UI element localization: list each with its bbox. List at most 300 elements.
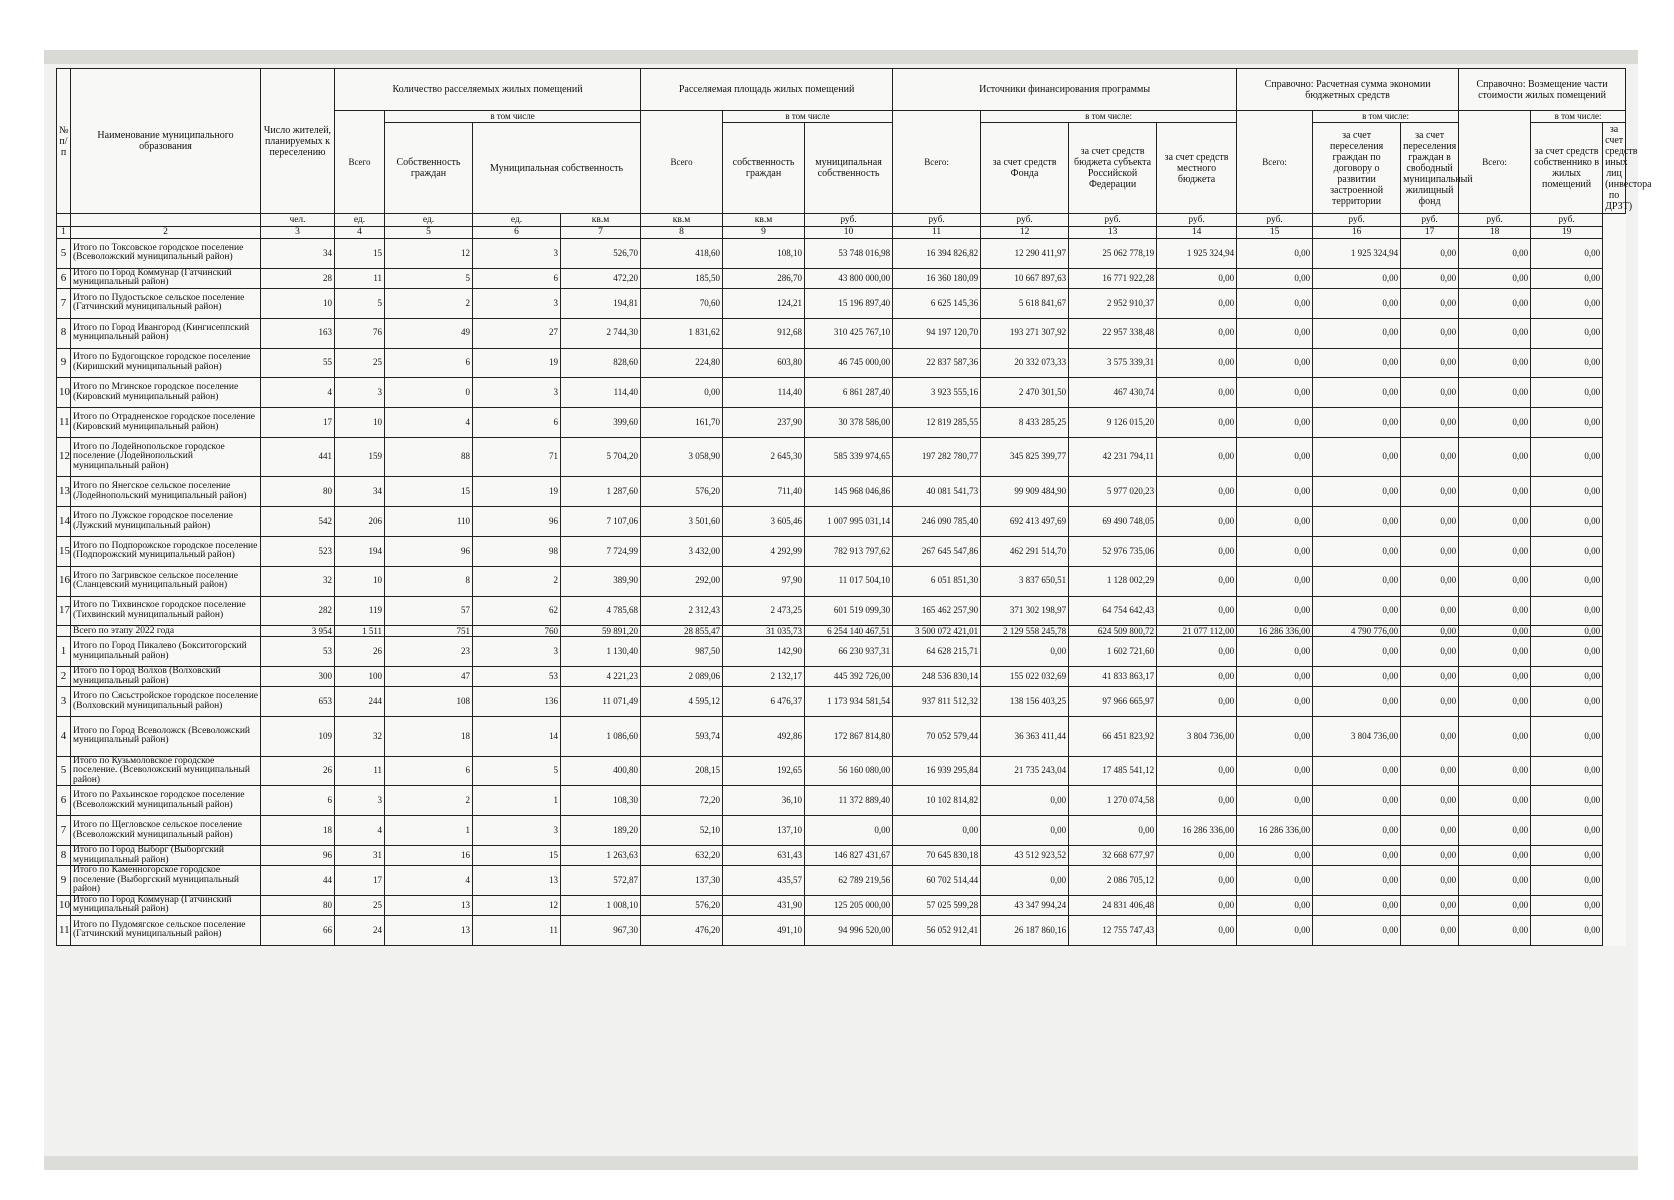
value-cell: 0,00 — [1459, 268, 1531, 288]
value-cell: 1 287,60 — [561, 477, 641, 507]
value-cell: 15 — [385, 477, 473, 507]
value-cell: 4 785,68 — [561, 596, 641, 626]
value-cell: 0,00 — [893, 816, 981, 846]
value-cell: 585 339 974,65 — [805, 437, 893, 476]
value-cell: 0,00 — [981, 637, 1069, 667]
value-cell: 206 — [335, 507, 385, 537]
value-cell: 937 811 512,32 — [893, 687, 981, 717]
value-cell: 145 968 046,86 — [805, 477, 893, 507]
value-cell: 0,00 — [1401, 239, 1459, 269]
value-cell: 124,21 — [723, 288, 805, 318]
value-cell: 108 — [385, 687, 473, 717]
unit-cell: руб. — [1313, 214, 1401, 227]
value-cell: 0,00 — [1313, 437, 1401, 476]
value-cell: 0,00 — [1157, 637, 1237, 667]
value-cell: 57 025 599,28 — [893, 895, 981, 915]
value-cell: 782 913 797,62 — [805, 536, 893, 566]
value-cell: 0,00 — [1313, 895, 1401, 915]
table-row — [57, 845, 1626, 865]
value-cell: 0,00 — [1313, 916, 1401, 946]
unit-cell: кв.м — [561, 214, 641, 227]
value-cell: 10 — [335, 566, 385, 596]
column-number: 9 — [723, 227, 805, 239]
value-cell: 0,00 — [1401, 717, 1459, 756]
value-cell: 1 925 324,94 — [1157, 239, 1237, 269]
value-cell: 23 — [385, 637, 473, 667]
municipality-name: Итого по Пудостьское сельское поселение (Гатчинский муниципальный район) — [71, 288, 261, 318]
header-count-total: Всего — [335, 111, 385, 214]
municipality-name: Итого по Город Коммунар (Гатчинский муниципальный район) — [71, 268, 261, 288]
header-local: за счет средств местного бюджета — [1157, 123, 1237, 214]
value-cell: 72,20 — [641, 786, 723, 816]
value-cell: 0,00 — [1531, 756, 1603, 786]
header-residents: Число жителей, планируемых к переселению — [261, 69, 335, 214]
value-cell: 0,00 — [1401, 566, 1459, 596]
unit-cell: чел. — [261, 214, 335, 227]
value-cell: 15 — [473, 845, 561, 865]
unit-cell: кв.м — [723, 214, 805, 227]
value-cell: 0,00 — [1401, 477, 1459, 507]
unit-cell: кв.м — [641, 214, 723, 227]
table-row — [57, 507, 1626, 537]
value-cell: 66 — [261, 916, 335, 946]
value-cell: 0,00 — [1237, 596, 1313, 626]
header-area-total: Всего — [641, 111, 723, 214]
value-cell: 0,00 — [1459, 437, 1531, 476]
value-cell: 16 286 336,00 — [1157, 816, 1237, 846]
value-cell: 0,00 — [1237, 637, 1313, 667]
header-group-savings: Справочно: Расчетная сумма экономии бюджетных средств — [1237, 69, 1459, 111]
value-cell: 4 — [335, 816, 385, 846]
value-cell: 12 — [473, 895, 561, 915]
value-cell: 24 — [335, 916, 385, 946]
value-cell: 5 704,20 — [561, 437, 641, 476]
value-cell: 0,00 — [1313, 667, 1401, 687]
value-cell: 1 130,40 — [561, 637, 641, 667]
value-cell: 0,00 — [1459, 507, 1531, 537]
value-cell: 0,00 — [1459, 717, 1531, 756]
header-area-municipal: муниципальная собственность — [805, 123, 893, 214]
value-cell: 0,00 — [1401, 318, 1459, 348]
value-cell: 32 — [261, 566, 335, 596]
value-cell: 0,00 — [1459, 845, 1531, 865]
value-cell: 0,00 — [1401, 916, 1459, 946]
value-cell: 0,00 — [1237, 318, 1313, 348]
value-cell: 0,00 — [1237, 288, 1313, 318]
row-number: 13 — [57, 477, 71, 507]
value-cell: 11 017 504,10 — [805, 566, 893, 596]
table-row — [57, 348, 1626, 378]
value-cell: 208,15 — [641, 756, 723, 786]
value-cell: 0,00 — [981, 786, 1069, 816]
value-cell: 1 173 934 581,54 — [805, 687, 893, 717]
value-cell: 0,00 — [1237, 756, 1313, 786]
row-number: 15 — [57, 536, 71, 566]
header-name: Наименование муниципального образования — [71, 69, 261, 214]
header-group-finance: Источники финансирования программы — [893, 69, 1237, 111]
column-number: 12 — [981, 227, 1069, 239]
header-resettle-free: за счет переселения граждан в свободный муниципальный жилищный фонд — [1401, 123, 1459, 214]
value-cell: 0,00 — [1237, 845, 1313, 865]
column-number: 4 — [335, 227, 385, 239]
value-cell: 0,00 — [1157, 866, 1237, 896]
value-cell: 99 909 484,90 — [981, 477, 1069, 507]
value-cell: 6 — [385, 756, 473, 786]
value-cell: 760 — [473, 626, 561, 637]
value-cell: 0,00 — [1313, 637, 1401, 667]
value-cell: 0,00 — [1531, 916, 1603, 946]
value-cell: 2 — [385, 288, 473, 318]
row-number: 7 — [57, 816, 71, 846]
value-cell: 8 — [385, 566, 473, 596]
value-cell: 0,00 — [1459, 816, 1531, 846]
value-cell: 0,00 — [981, 816, 1069, 846]
value-cell: 3 575 339,31 — [1069, 348, 1157, 378]
value-cell: 601 519 099,30 — [805, 596, 893, 626]
value-cell: 0,00 — [1237, 378, 1313, 408]
value-cell: 55 — [261, 348, 335, 378]
value-cell: 0,00 — [1157, 895, 1237, 915]
value-cell: 172 867 814,80 — [805, 717, 893, 756]
value-cell: 4 — [385, 408, 473, 438]
value-cell: 0,00 — [1401, 288, 1459, 318]
value-cell: 41 833 863,17 — [1069, 667, 1157, 687]
unit-cell: руб. — [1237, 214, 1313, 227]
value-cell: 0,00 — [1401, 268, 1459, 288]
value-cell: 0,00 — [1157, 268, 1237, 288]
value-cell: 155 022 032,69 — [981, 667, 1069, 687]
row-number: 5 — [57, 756, 71, 786]
value-cell: 16 286 336,00 — [1237, 626, 1313, 637]
value-cell: 2 — [385, 786, 473, 816]
value-cell: 11 — [335, 756, 385, 786]
value-cell: 26 — [335, 637, 385, 667]
unit-cell: руб. — [981, 214, 1069, 227]
table-row — [57, 437, 1626, 476]
value-cell: 0,00 — [1531, 288, 1603, 318]
value-cell: 47 — [385, 667, 473, 687]
value-cell: 0,00 — [1401, 687, 1459, 717]
table-row — [57, 637, 1626, 667]
value-cell: 49 — [385, 318, 473, 348]
value-cell: 0,00 — [1313, 288, 1401, 318]
column-number: 6 — [473, 227, 561, 239]
value-cell: 6 254 140 467,51 — [805, 626, 893, 637]
value-cell: 3 804 736,00 — [1157, 717, 1237, 756]
municipality-name: Итого по Лодейнопольское городское поселение (Лодейнопольский муниципальный район) — [71, 437, 261, 476]
municipality-name: Итого по Город Волхов (Волховский муниципальный район) — [71, 667, 261, 687]
municipality-name: Итого по Каменногорское городское поселение (Выборгский муниципальный район) — [71, 866, 261, 896]
value-cell: 603,80 — [723, 348, 805, 378]
unit-cell: руб. — [1401, 214, 1459, 227]
value-cell: 467 430,74 — [1069, 378, 1157, 408]
value-cell: 0,00 — [1157, 667, 1237, 687]
value-cell: 12 290 411,97 — [981, 239, 1069, 269]
value-cell: 6 — [473, 268, 561, 288]
column-number: 1 — [57, 227, 71, 239]
value-cell: 56 160 080,00 — [805, 756, 893, 786]
value-cell: 0,00 — [1313, 318, 1401, 348]
value-cell: 11 — [473, 916, 561, 946]
value-cell: 194,81 — [561, 288, 641, 318]
units-row — [57, 214, 1626, 227]
value-cell: 19 — [473, 477, 561, 507]
municipality-name: Итого по Город Выборг (Выборгский муниципальный район) — [71, 845, 261, 865]
value-cell: 0,00 — [1459, 626, 1531, 637]
value-cell: 3 501,60 — [641, 507, 723, 537]
value-cell: 0,00 — [641, 378, 723, 408]
value-cell: 136 — [473, 687, 561, 717]
value-cell: 18 — [261, 816, 335, 846]
table-row — [57, 268, 1626, 288]
value-cell: 0,00 — [1401, 816, 1459, 846]
value-cell: 0,00 — [1459, 378, 1531, 408]
value-cell: 34 — [335, 477, 385, 507]
column-number: 11 — [893, 227, 981, 239]
value-cell: 0,00 — [1237, 507, 1313, 537]
value-cell: 0,00 — [1157, 408, 1237, 438]
value-cell: 0,00 — [1531, 895, 1603, 915]
value-cell: 912,68 — [723, 318, 805, 348]
value-cell: 0,00 — [1531, 507, 1603, 537]
value-cell: 31 035,73 — [723, 626, 805, 637]
unit-cell: ед. — [473, 214, 561, 227]
value-cell: 0,00 — [1531, 318, 1603, 348]
value-cell: 0,00 — [1157, 288, 1237, 318]
header-area-own: собственность граждан — [723, 123, 805, 214]
header-group-refund: Справочно: Возмещение части стоимости жилых помещений — [1459, 69, 1626, 111]
row-number: 6 — [57, 268, 71, 288]
value-cell: 3 954 — [261, 626, 335, 637]
value-cell: 0,00 — [1459, 637, 1531, 667]
value-cell: 110 — [385, 507, 473, 537]
value-cell: 0,00 — [981, 866, 1069, 896]
value-cell: 22 837 587,36 — [893, 348, 981, 378]
header-refund-total: Всего: — [1459, 111, 1531, 214]
municipality-name: Итого по Загривское сельское поселение (Сланцевский муниципальный район) — [71, 566, 261, 596]
value-cell: 6 051 851,30 — [893, 566, 981, 596]
value-cell: 94 996 520,00 — [805, 916, 893, 946]
row-number: 14 — [57, 507, 71, 537]
value-cell: 0,00 — [1401, 348, 1459, 378]
municipality-name: Итого по Янегское сельское поселение (Лодейнопольский муниципальный район) — [71, 477, 261, 507]
scanned-page — [44, 50, 1652, 1170]
value-cell: 20 332 073,33 — [981, 348, 1069, 378]
municipality-name: Всего по этапу 2022 года — [71, 626, 261, 637]
value-cell: 34 — [261, 239, 335, 269]
header-other-funds: за счет средств иных лиц (инвестора по ДРЗТ) — [1603, 123, 1626, 214]
value-cell: 244 — [335, 687, 385, 717]
value-cell: 40 081 541,73 — [893, 477, 981, 507]
value-cell: 193 271 307,92 — [981, 318, 1069, 348]
municipality-name: Итого по Подпорожское городское поселение (Подпорожский муниципальный район) — [71, 536, 261, 566]
value-cell: 24 831 406,48 — [1069, 895, 1157, 915]
value-cell: 109 — [261, 717, 335, 756]
value-cell: 987,50 — [641, 637, 723, 667]
value-cell: 0,00 — [1313, 786, 1401, 816]
value-cell: 16 — [385, 845, 473, 865]
value-cell: 2 952 910,37 — [1069, 288, 1157, 318]
value-cell: 36,10 — [723, 786, 805, 816]
value-cell: 4 — [385, 866, 473, 896]
value-cell: 5 — [385, 268, 473, 288]
value-cell: 3 — [473, 239, 561, 269]
value-cell: 6 861 287,40 — [805, 378, 893, 408]
value-cell: 0,00 — [1237, 268, 1313, 288]
value-cell: 692 413 497,69 — [981, 507, 1069, 537]
row-number: 11 — [57, 916, 71, 946]
value-cell: 0,00 — [1313, 536, 1401, 566]
value-cell: 137,30 — [641, 866, 723, 896]
column-number: 7 — [561, 227, 641, 239]
value-cell: 0,00 — [1157, 378, 1237, 408]
value-cell: 0,00 — [1157, 507, 1237, 537]
value-cell: 0,00 — [1401, 895, 1459, 915]
table-row — [57, 378, 1626, 408]
value-cell: 0,00 — [1531, 637, 1603, 667]
municipality-name: Итого по Кузьмоловское городское поселение. (Всеволожский муниципальный район) — [71, 756, 261, 786]
value-cell: 0,00 — [1157, 916, 1237, 946]
value-cell: 0,00 — [1459, 536, 1531, 566]
value-cell: 593,74 — [641, 717, 723, 756]
value-cell: 2 132,17 — [723, 667, 805, 687]
row-number: 8 — [57, 318, 71, 348]
value-cell: 7 107,06 — [561, 507, 641, 537]
value-cell: 0,00 — [1313, 378, 1401, 408]
value-cell: 0 — [385, 378, 473, 408]
value-cell: 523 — [261, 536, 335, 566]
row-number: 3 — [57, 687, 71, 717]
value-cell: 0,00 — [1401, 596, 1459, 626]
value-cell: 0,00 — [1401, 756, 1459, 786]
value-cell: 0,00 — [1459, 288, 1531, 318]
value-cell: 5 618 841,67 — [981, 288, 1069, 318]
table-row — [57, 318, 1626, 348]
value-cell: 43 800 000,00 — [805, 268, 893, 288]
value-cell: 0,00 — [1313, 596, 1401, 626]
row-number: 1 — [57, 637, 71, 667]
value-cell: 16 286 336,00 — [1237, 816, 1313, 846]
value-cell: 71 — [473, 437, 561, 476]
value-cell: 0,00 — [1313, 408, 1401, 438]
row-number: 17 — [57, 596, 71, 626]
value-cell: 751 — [385, 626, 473, 637]
header-subject: за счет средств бюджета субъекта Российской Федерации — [1069, 123, 1157, 214]
value-cell: 1 — [473, 786, 561, 816]
unit-cell: руб. — [805, 214, 893, 227]
value-cell: 96 — [473, 507, 561, 537]
value-cell: 0,00 — [1459, 477, 1531, 507]
value-cell: 80 — [261, 895, 335, 915]
value-cell: 0,00 — [1237, 687, 1313, 717]
value-cell: 0,00 — [1401, 786, 1459, 816]
value-cell: 0,00 — [1157, 437, 1237, 476]
value-cell: 2 086 705,12 — [1069, 866, 1157, 896]
header-group-area: Расселяемая площадь жилых помещений — [641, 69, 893, 111]
value-cell: 3 923 555,16 — [893, 378, 981, 408]
value-cell: 3 804 736,00 — [1313, 717, 1401, 756]
row-number: 6 — [57, 786, 71, 816]
value-cell: 0,00 — [1401, 626, 1459, 637]
value-cell: 0,00 — [1313, 845, 1401, 865]
row-number: 10 — [57, 378, 71, 408]
value-cell: 0,00 — [1237, 916, 1313, 946]
value-cell: 6 — [385, 348, 473, 378]
value-cell: 0,00 — [1459, 786, 1531, 816]
value-cell: 56 052 912,41 — [893, 916, 981, 946]
value-cell: 418,60 — [641, 239, 723, 269]
value-cell: 3 — [335, 378, 385, 408]
value-cell: 0,00 — [1401, 637, 1459, 667]
value-cell: 0,00 — [1313, 477, 1401, 507]
table-row — [57, 916, 1626, 946]
value-cell: 4 292,99 — [723, 536, 805, 566]
value-cell: 1 007 995 031,14 — [805, 507, 893, 537]
value-cell: 1 602 721,60 — [1069, 637, 1157, 667]
header-owner-funds: за счет средств собственнико в жилых помещений — [1531, 123, 1603, 214]
value-cell: 282 — [261, 596, 335, 626]
value-cell: 472,20 — [561, 268, 641, 288]
value-cell: 62 — [473, 596, 561, 626]
value-cell: 28 — [261, 268, 335, 288]
row-number: 10 — [57, 895, 71, 915]
value-cell: 967,30 — [561, 916, 641, 946]
value-cell: 98 — [473, 536, 561, 566]
value-cell: 52,10 — [641, 816, 723, 846]
value-cell: 3 — [473, 378, 561, 408]
header-savings-total: Всего: — [1237, 111, 1313, 214]
value-cell: 161,70 — [641, 408, 723, 438]
value-cell: 12 — [385, 239, 473, 269]
column-number: 5 — [385, 227, 473, 239]
value-cell: 53 — [473, 667, 561, 687]
value-cell: 43 347 994,24 — [981, 895, 1069, 915]
value-cell: 0,00 — [1401, 378, 1459, 408]
value-cell: 5 977 020,23 — [1069, 477, 1157, 507]
value-cell: 492,86 — [723, 717, 805, 756]
municipality-name: Итого по Рахьинское городское поселение (Всеволожский муниципальный район) — [71, 786, 261, 816]
value-cell: 0,00 — [1531, 866, 1603, 896]
value-cell: 435,57 — [723, 866, 805, 896]
value-cell: 0,00 — [1531, 786, 1603, 816]
value-cell: 15 — [335, 239, 385, 269]
value-cell: 0,00 — [1459, 916, 1531, 946]
table-row — [57, 895, 1626, 915]
value-cell: 31 — [335, 845, 385, 865]
municipality-name: Итого по Пудомягское сельское поселение (Гатчинский муниципальный район) — [71, 916, 261, 946]
value-cell: 0,00 — [1313, 348, 1401, 378]
value-cell: 192,65 — [723, 756, 805, 786]
value-cell: 36 363 411,44 — [981, 717, 1069, 756]
table-row — [57, 756, 1626, 786]
value-cell: 53 — [261, 637, 335, 667]
value-cell: 0,00 — [1459, 408, 1531, 438]
value-cell: 119 — [335, 596, 385, 626]
value-cell: 11 — [335, 268, 385, 288]
value-cell: 0,00 — [1401, 866, 1459, 896]
value-cell: 0,00 — [1157, 687, 1237, 717]
unit-cell: руб. — [893, 214, 981, 227]
value-cell: 125 205 000,00 — [805, 895, 893, 915]
row-number: 11 — [57, 408, 71, 438]
value-cell: 248 536 830,14 — [893, 667, 981, 687]
municipality-name: Итого по Город Ивангород (Кингисеппский муниципальный район) — [71, 318, 261, 348]
column-number: 3 — [261, 227, 335, 239]
value-cell: 22 957 338,48 — [1069, 318, 1157, 348]
value-cell: 189,20 — [561, 816, 641, 846]
value-cell: 1 511 — [335, 626, 385, 637]
value-cell: 159 — [335, 437, 385, 476]
